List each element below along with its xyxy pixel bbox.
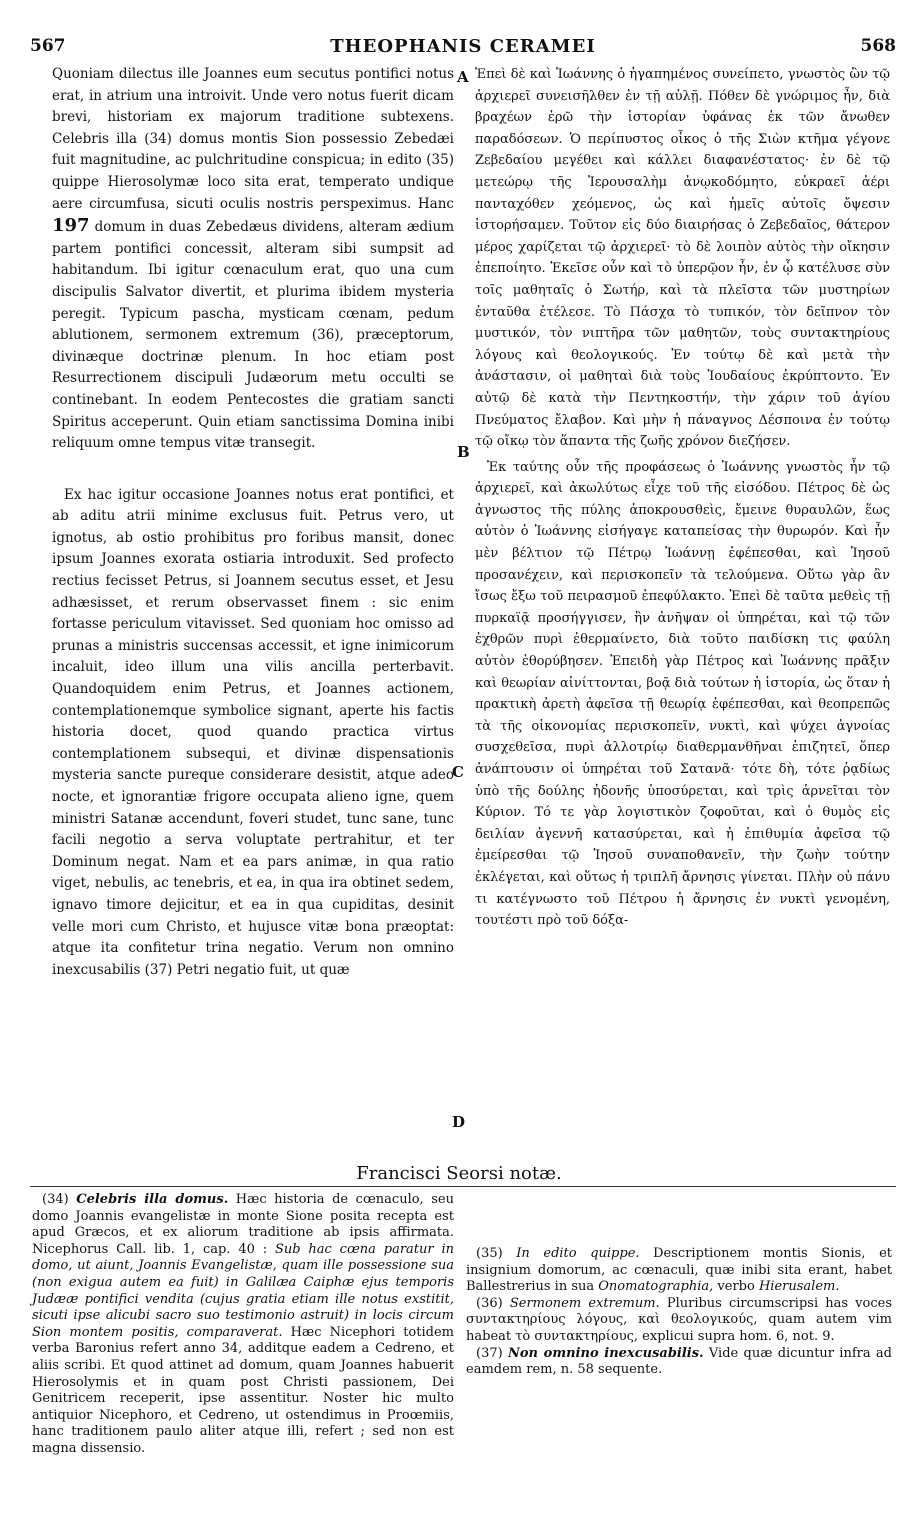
note-35-text: Descriptionem montis Sionis, et insignium domorum, ac cœnaculi, quæ inibi sita erant, habet Ballestrerius in sua	[466, 1246, 892, 1295]
note-34-tail: Hæc Nicephori totidem verba Baronius refert anno 34, additque eadem a Cedreno, et aliis scribi. Et quod attinet ad domum, quam Joannes habuerit Hierosolymis et in quam post Christi passionem, Dei Genitricem receperit, ipse assentitur. Noster hic multo antiquior Nicephoro, et Cedreno, ut ostendimus in Proœmiis, hanc traditionem paulo aliter atque illi, refert ; sed non est magna dissensio.	[32, 1324, 454, 1456]
running-head-title: THEOPHANIS CERAMEI	[330, 36, 596, 57]
note-34	[32, 1192, 454, 1458]
note-36-text: Pluribus circumscripsi has voces συντακτηρίους λόγους, καὶ θεολογικούς, quam autem vim habeat τὸ συντακτηρίους, explicui supra hom. 6, not. 9.	[466, 1295, 892, 1344]
greek-paragraph-1: Ἐπεὶ δὲ καὶ Ἰωάννης ὁ ἠγαπημένος συνείπετο, γνωστὸς ὢν τῷ ἀρχιερεῖ συνεισῆλθεν ἐν τῇ αὐλῇ. Πόθεν δὲ γνώριμος ἦν, διὰ βραχέων ἐρῶ τὴν ἱστορίαν ὑφάνας ἐκ τῶν ἄνωθεν παραδόσεων. Ὁ περίπυστος οἶκος ὁ τῆς Σιὼν κτῆμα γέγονε Ζεβεδαίου μεγέθει καὶ κάλλει διαφανέστατος· ἐν δὲ τῷ μετεώρῳ τῆς Ἱερουσαλὴμ ἀνῳκοδόμητο, εὐκραεῖ ἀέρι πανταχόθεν χεόμενος, ὡς καὶ ἡμεῖς αὐτοῖς ὄψεσιν ἱστορήσαμεν. Τοῦτον εἰς δύο διαιρήσας ὁ Ζεβεδαῖος, θάτερον μέρος χαρίζεται τῷ ἀρχιερεῖ· τὸ δὲ λοιπὸν αὐτὸς τὴν οἴκησιν ἐπεποίητο. Ἐκεῖσε οὖν καὶ τὸ ὑπερῷον ἦν, ἐν ᾧ κατέλυσε σὺν τοῖς μαθηταῖς ὁ Σωτήρ, καὶ τὰ πλεῖστα τῶν μυστηρίων ἐνταῦθα ἐτέλεσε. Τὸ Πάσχα τὸ τυπικόν, τὸν δεῖπνον τὸν μυστικόν, τὸν νιπτῆρα τῶν μαθητῶν, τοὺς συντακτηρίους λόγους καὶ θεολογικούς. Ἐν τούτῳ δὲ καὶ μετὰ τὴν ἀνάστασιν, οἱ μαθηταὶ διὰ τοὺς Ἰουδαίους ἐκρύπτοντο. Ἐν αὐτῷ δὲ κατὰ τὴν Πεντηκοστήν, τὴν χάριν τοῦ ἁγίου Πνεύματος ἔλαβον. Καὶ μὴν ἡ πάναγνος Δέσποινα ἐν τούτῳ τῷ οἴκῳ τὸν ἅπαντα τῆς ζωῆς χρόνον διεζήσεν.	[475, 67, 890, 450]
note-35-title: In edito quippe.	[516, 1246, 640, 1261]
latin-column	[52, 64, 454, 981]
notes-left-column	[32, 1192, 454, 1458]
page-number-left: 567	[30, 36, 66, 56]
margin-letter-d: D	[452, 1113, 466, 1131]
note-37	[466, 1346, 892, 1379]
note-36-label: (36)	[476, 1295, 503, 1311]
latin-paragraph-1-text: Quoniam dilectus ille Joannes eum secutus pontifici notus erat, in atrium una introivit. Unde vero notus fuerit dicam brevi, historiam ex majorum traditione subtexens. Celebris illa (34) domus montis Sion possessio Zebedæi fuit magnitudine, ac pulchritudine conspicua; in edito (35) quippe Hierosolymæ loco sita erat, temperato undique aere circumfusa, sicuti oculis nostris perspeximus. Hanc	[52, 66, 454, 212]
note-36	[466, 1296, 892, 1346]
latin-paragraph-1	[52, 64, 454, 455]
margin-letter-b: B	[457, 443, 470, 461]
note-35	[466, 1246, 892, 1296]
notes-right-column	[466, 1246, 892, 1379]
greek-paragraph-2: Ἐκ ταύτης οὖν τῆς προφάσεως ὁ Ἰωάννης γνωστὸς ἦν τῷ ἀρχιερεῖ, καὶ ἀκωλύτως εἶχε τοῦ τῆς εἰσόδου. Πέτρος δὲ ὡς ἀγνωστος τῆς πύλης ἀποκρουσθεὶς, ἔμεινε θυραυλῶν, ἕως αὐτὸν ὁ Ἰωάννης εἰσήγαγε καταπείσας τὴν θυρωρόν. Καὶ ἦν μὲν βέλτιον τῷ Πέτρῳ Ἰωάννῃ ἐφέπεσθαι, καὶ Ἰησοῦ προσανέχειν, καὶ περισκοπεῖν τὰ τελούμενα. Οὕτω γὰρ ἂν ἴσως ἔξω τοῦ πειρασμοῦ ἐπεφύλακτο. Ἐπεὶ δὲ ταῦτα μεθεὶς τῇ πυρκαϊᾷ προσήγγισεν, ἣν ἀνῆψαν οἱ ὑπηρέται, καὶ τῷ τῶν ἐχθρῶν πυρὶ ἐθερμαίνετο, διὰ τοῦτο παιδίσκη τις φαύλη αὐτὸν ἐθορύβησεν. Ἐπειδὴ γὰρ Πέτρος καὶ Ἰωάννης πρᾶξιν καὶ θεωρίαν αἰνίττονται, βοᾷ διὰ τούτων ἡ ἱστορία, ὡς ὅταν ἡ πρακτικὴ ἀρετὴ ἀφεῖσα τῇ θεωρίᾳ ἐφέπεσθαι, καὶ θεοπρεπῶς τὰ τῆς οἰκονομίας περισκοπεῖν, νυκτὶ, καὶ ψύχει ἀγνοίας συσχεθεῖσα, πυρὶ ἀλλοτρίῳ διαθερμανθῆναι ἐπιζητεῖ, ὅπερ ἀνάπτουσιν οἱ ὑπηρέται τοῦ Σατανᾶ· τότε δὴ, τότε ῥᾳδίως ὑπὸ τῆς δούλης ἡδονῆς ὑποσύρεται, καὶ τρὶς ἀρνεῖται τὸν Κύριον. Τό τε γὰρ λογιστικὸν ζοφοῦται, καὶ ὁ θυμὸς εἰς δειλίαν ἀγεννῆ κατασύρεται, καὶ ἡ ἐπιθυμία ἀφεῖσα τῷ ἐμείρεσθαι τῷ Ἰησοῦ συναποθανεῖν, τὴν ζωὴν τούτην ἐκλέγεται, καὶ οὕτως ἡ τριπλῆ ἄρνησις γίνεται. Πλὴν οὐ πάνυ τι κατέγνωστο τοῦ Πέτρου ἡ ἄρνησις ἐν νυκτὶ γενομένη, τουτέστι πρὸ τοῦ δόξα-	[475, 459, 890, 929]
page-number-right: 568	[860, 36, 896, 56]
notes-heading: Francisci Seorsi notæ.	[356, 1163, 562, 1184]
margin-letter-c: C	[452, 763, 464, 781]
greek-column	[475, 64, 890, 932]
note-34-text: Hæc historia de cœnaculo, seu domo Joannis evangelistæ in monte Sione posita recepta est apud Græcos, et ex aliorum traditione ab ipsis affirmata. Nicephorus Call. lib. 1, cap. 40 :	[32, 1192, 454, 1257]
note-37-label: (37)	[476, 1345, 503, 1361]
margin-letter-a: A	[457, 68, 469, 86]
running-head	[30, 36, 896, 58]
note-34-title: Celebris illa domus.	[76, 1192, 229, 1207]
latin-paragraph-1b-text: domum in duas Zebedæus dividens, alteram ædium partem pontifici concessit, alteram sibi sumpsit ad habitandum. Ibi igitur cœnaculum erat, quo una cum discipulis Salvator divertit, et plurima ibidem mysteria peregit. Typicum pascha, mysticam cœnam, pedum ablutionem, sermonem extremum (36), præceptorum, divinæque doctrinæ plenum. In hoc etiam post Resurrectionem discipuli Judæorum metu occulti se continebant. In eodem Pentecostes die gratiam sancti Spiritus acceperunt. Quin etiam sanctissima Domina inibi reliquum omne tempus vitæ transegit.	[52, 219, 454, 452]
note-35-work: Onomatographia,	[598, 1279, 714, 1295]
note-35-label: (35)	[476, 1246, 503, 1261]
note-34-label: (34)	[42, 1192, 69, 1207]
note-35-tail: verbo	[717, 1279, 755, 1295]
latin-paragraph-2: Ex hac igitur occasione Joannes notus erat pontifici, et ab aditu atrii minime exclusus fuit. Petrus vero, ut ignotus, ab ostio prohibitus pro foribus mansit, donec ipsum Joannes exorata ostiaria introduxit. Sed profecto rectius fecisset Petrus, si Joannem secutus esset, et Jesu adhæsisset, et rerum observasset finem : sic enim fortasse periculum vitavisset. Sed quoniam hoc omisso ad prunas a ministris succensas accessit, et igne inimicorum incaluit, ideo illum una vilis ancilla perterbavit. Quandoquidem enim Petrus, et Joannes actionem, contemplationemque symbolice signant, aperte his factis historia docet, quod quando practica virtus contemplationem subsequi, et divinæ dispensationis mysteria sancte pureque considerare desistit, atque adeo nocte, et ignorantiæ frigore occupata alieno igne, quem ministri Satanæ accendunt, foveri studet, tunc sane, tunc facili negotio a serva voluptate pertrahitur, et ter Dominum negat. Nam et ea pars animæ, in qua ratio viget, nebulis, ac tenebris, et ea, in qua ira obtinet sedem, ignavo timore dejicitur, et ea in qua cupiditas, desinit velle mori cum Christo, et hujusce vitæ bona præoptat: atque ita confitetur trina negatio. Verum non omnino inexcusabilis (37) Petri negatio fuit, ut quæ	[52, 486, 454, 978]
notes-divider	[30, 1186, 896, 1187]
note-36-title: Sermonem extremum.	[509, 1295, 660, 1311]
note-35-word: Hierusalem.	[758, 1279, 840, 1295]
column-number-197: 197	[52, 215, 90, 237]
note-37-title: Non omnino inexcusabilis.	[507, 1345, 704, 1361]
note-34-quote: Sub hac cœna paratur in domo, ut aiunt, Joannis Evangelistæ, quam ille possessione sua (non exigua autem ea fuit) in Galilæa Caiphæ ejus temporis Judææ pontifici vendita (cujus gratia etiam ille notus exstitit, sicuti ipse alicubi sacro suo testimonio astruit) in locis circum Sion montem positis, comparaverat.	[32, 1241, 455, 1340]
note-37-text: Vide quæ dicuntur infra ad eamdem rem, n. 58 sequente.	[466, 1345, 892, 1378]
